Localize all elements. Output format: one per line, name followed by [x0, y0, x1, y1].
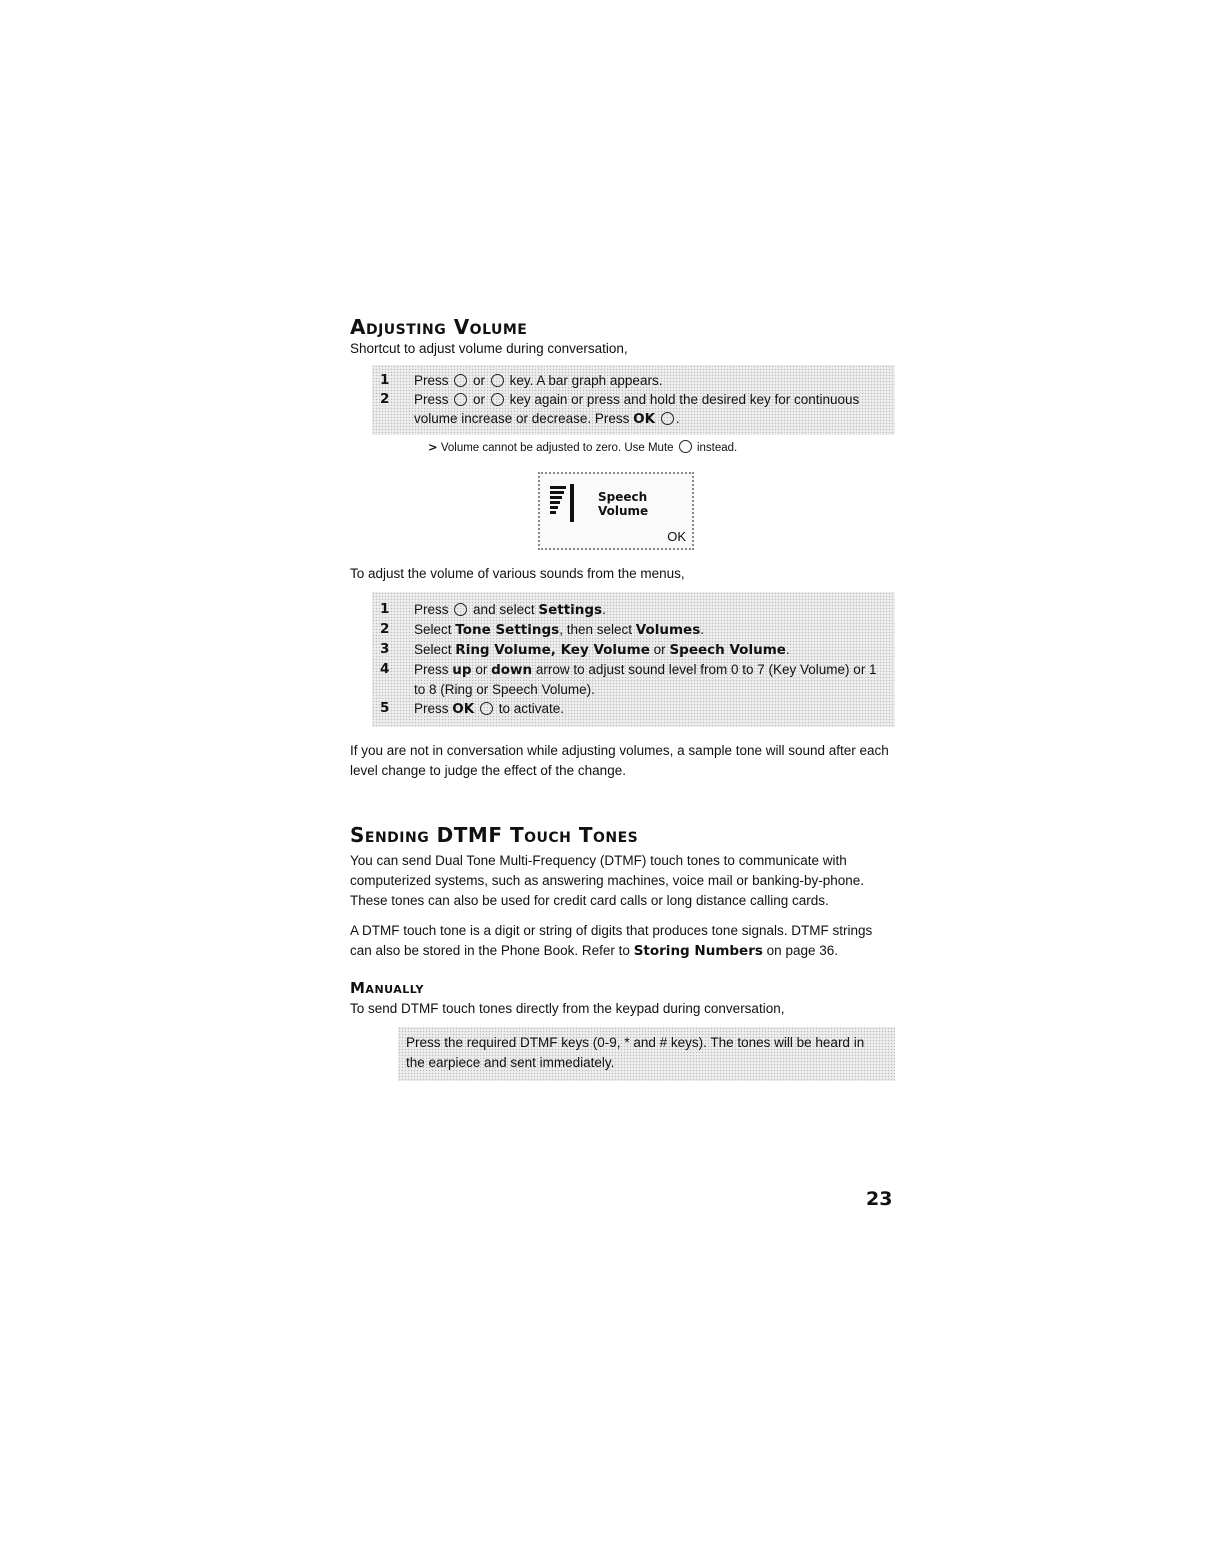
ok-label: OK [633, 411, 656, 427]
step-bold-text: down [491, 662, 533, 678]
step-text-part: arrow to adjust sound level from 0 to 7 (Key Volume) or 1 to 8 (Ring or Speech Volume). [414, 662, 877, 697]
step-text-part: Press [414, 602, 449, 617]
step-row [380, 640, 877, 660]
dtmf-paragraph-2 [350, 921, 895, 961]
subsection-title-manually: Manually [350, 979, 425, 997]
step-text-part: Press [414, 373, 449, 388]
step-text [414, 390, 877, 429]
step-number: 2 [380, 621, 390, 637]
step-text-part: Press [414, 392, 449, 407]
volume-note [428, 439, 895, 456]
step-text-part: or [653, 642, 666, 657]
step-bold-text: Speech Volume [669, 642, 786, 658]
step-text-part: key. A bar graph appears. [509, 373, 663, 388]
screen-label [598, 490, 648, 518]
manually-instructions [398, 1027, 895, 1081]
step-text [414, 640, 877, 660]
manual-page [350, 315, 895, 1081]
step-row [380, 620, 877, 640]
section-title-dtmf: Sending DTMF Touch Tones [350, 823, 639, 847]
step-bold-text: Settings [538, 602, 603, 618]
up-key-icon [454, 374, 467, 387]
step-text [414, 620, 877, 640]
step-text-part: . [602, 602, 606, 617]
note-text: Volume cannot be adjusted to zero. Use Mute [440, 442, 674, 454]
menu-key-icon [454, 603, 467, 616]
step-text-part: and select [473, 602, 535, 617]
shortcut-steps [372, 365, 895, 435]
note-arrow-icon: > [428, 440, 438, 454]
section-title-adjusting-volume: Adjusting Volume [350, 315, 528, 339]
step-number: 1 [380, 601, 390, 617]
screen-ok-softkey: OK [667, 529, 686, 544]
step-row [380, 600, 877, 620]
menu-steps [372, 592, 895, 727]
up-key-icon [454, 393, 467, 406]
step-number: 4 [380, 661, 390, 677]
step-text-part: Press [414, 662, 449, 677]
dtmf-paragraph-1: You can send Dual Tone Multi-Frequency (DTMF) touch tones to communicate with computerized systems, such as answering machines, voice mail or banking-by-phone. These tones can also be used for credit card calls or long distance calling cards. [350, 853, 864, 908]
step-row [380, 390, 877, 429]
step-text-part: Press [414, 701, 449, 716]
step-row [380, 699, 877, 719]
screen-line-2: Volume [598, 504, 649, 518]
step-text [414, 660, 877, 699]
step-row [380, 371, 877, 390]
step-text-part: or [475, 662, 488, 677]
step-bold-text: OK [452, 701, 475, 717]
shortcut-intro: Shortcut to adjust volume during conversation, [350, 341, 628, 356]
step-text-part: , then select [559, 622, 632, 637]
step-number: 3 [380, 641, 390, 657]
mute-key-icon [679, 440, 692, 453]
step-text-part: or [473, 373, 486, 388]
manually-intro: To send DTMF touch tones directly from the keypad during conversation, [350, 1001, 785, 1016]
down-key-icon [491, 393, 504, 406]
step-number: 2 [380, 391, 390, 407]
down-key-icon [491, 374, 504, 387]
step-bold-text: Tone Settings [455, 622, 560, 638]
step-number: 1 [380, 372, 390, 388]
ok-key-icon [661, 412, 674, 425]
cross-reference: Storing Numbers [633, 943, 763, 959]
step-text-part: key again or press and hold the desired key for continuous volume increase or decrease. Press [414, 392, 860, 426]
step-text-part: Select [414, 642, 452, 657]
step-text [414, 699, 877, 719]
step-bold-text: Ring Volume, Key Volume [455, 642, 650, 658]
screen-line-1: Speech [598, 490, 648, 504]
step-number: 5 [380, 700, 390, 716]
volume-level-icon [570, 484, 574, 522]
step-text-part: or [473, 392, 486, 407]
note-text: instead. [696, 442, 738, 454]
step-bold-text: up [452, 662, 472, 678]
step-text-part: Select [414, 622, 452, 637]
step-text-part: . [675, 411, 680, 426]
step-text-part: to activate. [498, 701, 565, 716]
volume-bars-icon [550, 486, 566, 516]
step-text-part: . [700, 622, 704, 637]
menu-intro: To adjust the volume of various sounds from the menus, [350, 566, 685, 581]
step-row [380, 660, 877, 699]
paragraph-text: A DTMF touch tone is a digit or string of digits that produces tone signals. DTMF strings can also be stored in the Phone Book. Refer to [350, 923, 873, 958]
step-text [414, 371, 877, 390]
page-number: 23 [866, 1188, 893, 1210]
step-bold-text: Volumes [635, 622, 701, 638]
phone-screen-illustration [538, 472, 694, 550]
paragraph-text: on page 36. [766, 943, 838, 958]
sample-tone-paragraph: If you are not in conversation while adjusting volumes, a sample tone will sound after each level change to judge the effect of the change. [350, 743, 889, 778]
ok-key-icon [480, 702, 493, 715]
manually-instruction-text: Press the required DTMF keys (0-9, * and # keys). The tones will be heard in the earpiece and sent immediately. [406, 1035, 865, 1070]
step-text-part: . [785, 642, 790, 657]
step-text [414, 600, 877, 620]
